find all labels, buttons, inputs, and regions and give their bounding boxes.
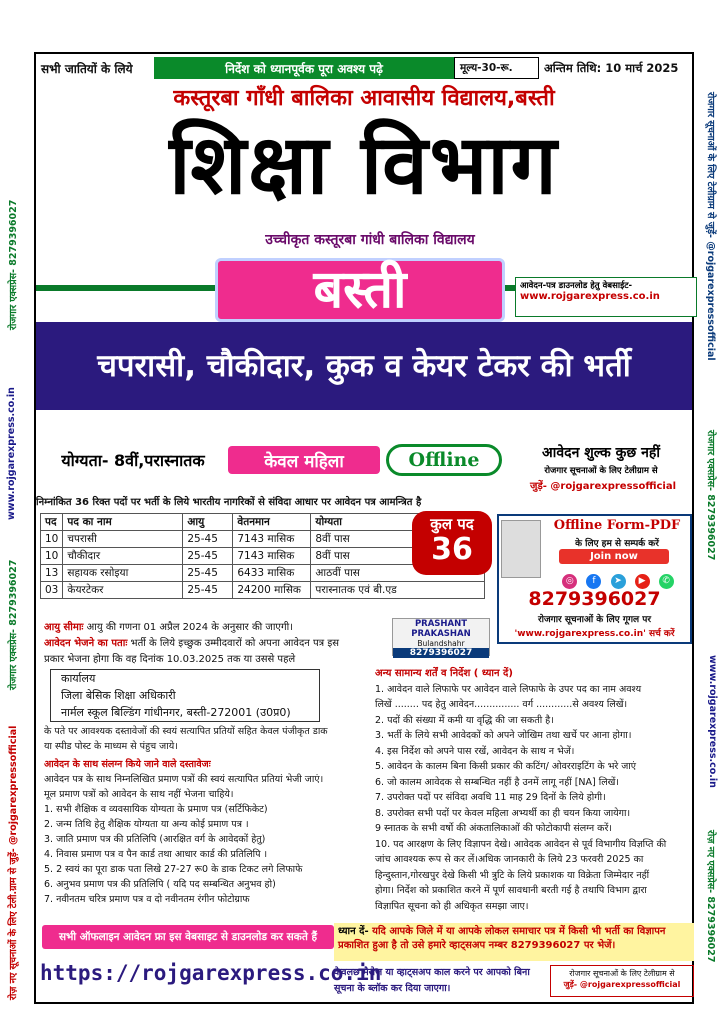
cell: 25-45	[183, 531, 233, 548]
publisher-phone: 8279396027	[393, 648, 489, 658]
social-icons	[545, 568, 691, 589]
list-item: 4. निवास प्रमाण पत्र व पैन कार्ड तथा आधार कार्ड की प्रतिलिपि ।	[44, 849, 268, 860]
list-item: 6. अनुभव प्रमाण पत्र की प्रतिलिपि ( यदि पद सम्बन्धित अनुभव हो)	[44, 879, 276, 890]
list-item: 5. आवेदन के कालम बिना किसी प्रकार की कटिंग/ ओवरराइटिंग के भरे जाएं	[375, 761, 637, 772]
offline-form-note: रोजगार सूचनाओं के लिए गूगल पर	[537, 615, 652, 625]
list-item: 7. उपरोक्त पदों पर संविदा अवधि 11 माह 29 दिनों के लिये होगी।	[375, 792, 606, 803]
side-right-phone: रोजगार एक्सप्रेस- 8279396027	[705, 430, 716, 561]
table-row	[41, 582, 485, 599]
cell: 8वीं पास	[311, 548, 485, 565]
notice-text: निम्नांकित 36 रिक्त पदों पर भर्ती के लिये भारतीय नागरिकों से संविदा आधार पर आवेदन पत्र आमन्त्रित है	[36, 497, 422, 508]
attention-text: यदि आपके जिले में या आपके लोकल समाचार पत्र में किसी भी भर्ती का विज्ञापन प्रकाशित हुआ है तो उसे हमारे व्हाट्सअप नम्बर 8279396027 पर भेजें।	[338, 926, 666, 951]
cell: केयरटेकर	[63, 582, 183, 599]
cell: 8वीं पास	[311, 531, 485, 548]
posts-title-band: चपरासी, चौकीदार, कुक व केयर टेकर की भर्ती	[36, 322, 692, 410]
cell: 03	[41, 582, 63, 599]
offline-form-sub: के लिए हम से सम्पर्क करें	[575, 539, 659, 549]
publisher-logo	[392, 618, 490, 656]
list-item: 4. इस निर्देश को अपने पास रखें, आवेदन के साथ न भेजें।	[375, 745, 575, 757]
side-left-phone: रोजगार एक्सप्रेस- 8279396027	[8, 559, 19, 690]
whatsapp-icon[interactable]: ✆	[659, 574, 674, 589]
subtitle: उच्चीकृत कस्तूरबा गांधी बालिका विद्यालय	[265, 232, 475, 248]
cell: 10	[41, 531, 63, 548]
rules-block	[375, 666, 695, 914]
cell: आठवीं पास	[311, 565, 485, 582]
join-now-button[interactable]: Join now	[559, 549, 669, 564]
list-item: 10. पद आरक्षण के लिए विज्ञापन देखे। आवेदक आवेदन से पूर्व विभागीय विज्ञप्ति की	[375, 838, 667, 850]
col-qualification: योग्यता	[311, 514, 485, 531]
apply-website-link[interactable]: www.rojgarexpress.co.in	[520, 291, 660, 302]
list-item: 1. सभी शैक्षिक व व्यवसायिक योग्यता के प्रमाण पत्र (सर्टिफिकेट)	[44, 804, 268, 815]
cell: चपरासी	[63, 531, 183, 548]
list-item: 3. जाति प्रमाण पत्र की प्रतिलिपि (आरक्षित वर्ग के आवेदकों हेतु)	[44, 834, 266, 845]
col-posts: पद	[41, 514, 63, 531]
offline-badge: Offline	[386, 444, 502, 476]
form-thumbnail-icon	[501, 520, 541, 578]
telegram-icon[interactable]: ➤	[611, 574, 626, 589]
documents-intro-2: मूल प्रमाण पत्रों को आवेदन के साथ नहीं भेजना चाहिये।	[44, 789, 234, 800]
women-only-badge: केवल महिला	[228, 446, 380, 474]
list-item: 9 स्नातक के सभी वर्षो की अंकतालिकाओं की फोटोकापी संलग्न करें।	[375, 823, 612, 834]
instagram-icon[interactable]: ◎	[562, 574, 577, 589]
list-item: 5. 2 स्वयं का पूरा डाक पता लिखे 27-27 रू0 के डाक टिकट लगे लिफाफे	[44, 864, 303, 875]
cell: परास्नातक एवं बी.एड	[311, 582, 485, 599]
age-label: आयु सीमाः	[44, 622, 84, 633]
address-line-3: नार्मल स्कूल बिल्डिंग गांधीनगर, बस्ती-272001 (उ0प्र0)	[61, 706, 291, 719]
list-item: लिखें ........ पद हेतु आवेदन............... वर्ग ............से अवश्य लिखें।	[375, 699, 628, 710]
footer-website-link[interactable]: https://rojgarexpress.co.in	[40, 961, 382, 985]
address-line-1: कार्यालय	[61, 672, 96, 685]
city-badge: बस्ती	[215, 258, 505, 322]
list-item: 2. पदों की संख्या में कमी या वृद्धि की जा सकती है।	[375, 714, 554, 726]
after-address-block	[44, 724, 374, 907]
list-item: 8. उपरोक्त सभी पदों पर केवल महिला अभ्यर्थी का ही चयन किया जायेगा।	[375, 807, 631, 819]
list-item: 1. आवेदन वाले लिफाफे पर आवेदन वाले लिफाफे के उपर पद का नाम अवश्य	[375, 683, 642, 695]
address-line-2: जिला बेसिक शिक्षा अधिकारी	[61, 689, 176, 702]
offline-form-phone[interactable]: 8279396027	[528, 588, 661, 610]
fee-label: आवेदन शुल्क कुछ नहीं	[542, 444, 660, 461]
age-block	[44, 620, 374, 668]
download-banner: सभी ऑफलाइन आवेदन फ्रा इस वेबसाइट से डाउनलोड कर सकते हैं	[42, 925, 334, 949]
footer-telegram-1: रोजगार सूचनाओं के लिए टेलीग्राम से	[569, 969, 675, 978]
price-label: मूल्य-30-रू.	[454, 57, 539, 79]
footer-telegram-box	[550, 965, 694, 997]
page-title: शिक्षा विभाग	[169, 117, 559, 213]
attention-label: ध्यान दें-	[338, 926, 369, 937]
top-bar	[36, 55, 692, 81]
list-item: जांच आवश्यक रूप से कर लें।अधिक जानकारी के लिये 23 फरवरी 2025 का	[375, 854, 644, 865]
age-text: आयु की गणना 01 अप्रैल 2024 के अनुसार की जाएगी।	[86, 622, 293, 633]
address-box	[50, 669, 320, 722]
side-left-website: www.rojgarexpress.co.in	[6, 387, 17, 520]
list-item: हिन्दुस्तान,गोरखपुर देखे किसी भी त्रुटि के लिये प्रकाशक या विक्रेता जिम्मेदार नहीं	[375, 869, 650, 881]
facebook-icon[interactable]: f	[586, 574, 601, 589]
send-text-1: भर्ती के लिये इच्छुक उम्मीदवारों को अपना आवेदन पत्र इस	[130, 638, 340, 649]
after-address-2: या स्पीड पोस्ट के माध्यम से पंहुच जाये।	[44, 741, 178, 752]
cell: 24200 मासिक	[233, 582, 311, 599]
qualification-row	[36, 442, 692, 478]
offline-form-box[interactable]	[497, 514, 692, 644]
send-text-2: प्रकार भेजना होगा कि वह दिनांक 10.03.2025 तक या उससे पहले	[44, 654, 296, 665]
documents-heading: आवेदन के साथ संलग्न किये जाने वाले दस्तावेजः	[44, 759, 211, 770]
school-name: कस्तूरबा गाँधी बालिका आवासीय विद्यालय,बस्ती	[173, 86, 555, 111]
cell: 25-45	[183, 582, 233, 599]
col-salary: वेतनमान	[233, 514, 311, 531]
footer-telegram-2[interactable]: जुड़ें- @rojgarexpressofficial	[563, 980, 681, 989]
side-left-telegram: रोज़ नए सूचनाओं के लिए टेली.ग्राम से जुड़ें- @rojgarexpressofficial	[8, 725, 19, 1000]
after-address-1: के पते पर आवश्यक दस्तावेजों की स्वयं सत्यापित प्रतियों सहित केवल पंजीकृत डाक	[44, 726, 328, 737]
send-label: आवेदन भेजने का पताः	[44, 638, 128, 649]
telegram-join[interactable]: जुड़ें- @rojgarexpressofficial	[530, 481, 677, 492]
side-right-website: www.rojgarexpress.co.in	[707, 655, 718, 788]
cell: 7143 मासिक	[233, 548, 311, 565]
offline-form-title: Offline Form-PDF	[553, 518, 681, 533]
side-right-telegram: रोजगार सूचनाओं के लिए टेलीग्राम से जुड़ें- @rojgarexpressofficial	[705, 92, 716, 361]
cell: 6433 मासिक	[233, 565, 311, 582]
list-item: विज्ञापित सूचना को ही अधिकृत समझा जाए।	[375, 900, 529, 912]
publisher-name: PRASHANT PRAKASHAN	[411, 619, 471, 639]
attention-box	[334, 923, 694, 961]
documents-intro-1: आवेदन पत्र के साथ निम्नलिखित प्रमाण पत्रों की स्वयं सत्यापित प्रतियां भेजी जाएं।	[44, 774, 324, 785]
telegram-note: रोजगार सूचनाओं के लिए टेलीग्राम से	[544, 465, 658, 476]
cell: चौकीदार	[63, 548, 183, 565]
all-castes-label: सभी जातियों के लिये	[41, 61, 133, 76]
total-posts-label: कुल पद	[430, 515, 474, 533]
list-item: 2. जन्म तिथि हेतु शैक्षिक योग्यता या अन्य कोई प्रमाण पत्र ।	[44, 819, 249, 830]
cell: 7143 मासिक	[233, 531, 311, 548]
attention-footer	[330, 921, 694, 999]
apply-website-label: आवेदन-पत्र डाउनलोड हेतु वेबसाईट-	[520, 281, 633, 291]
cell: सहायक रसोइया	[63, 565, 183, 582]
instruction-banner: निर्देश को ध्यानपूर्वक पूरा अवश्य पढ़े	[154, 57, 454, 79]
list-item: 7. नवीनतम चरित्र प्रमाण पत्र व दो नवीनतम रंगीन फोटोग्राफ	[44, 894, 250, 905]
last-date-label: अन्तिम तिथि: 10 मार्च 2025	[544, 60, 679, 75]
publisher-place: Bulandshahr	[417, 639, 465, 648]
cell: 25-45	[183, 548, 233, 565]
total-posts-count: 36	[431, 532, 473, 567]
cell: 10	[41, 548, 63, 565]
cell: 25-45	[183, 565, 233, 582]
side-left-phone-top: रोजगार एक्सप्रेस- 8279396027	[8, 199, 19, 330]
list-item: 6. जो कालम आवेदक से सम्बन्धित नहीं है उनमें लागू नहीं [NA] लिखें।	[375, 776, 620, 788]
cell: 13	[41, 565, 63, 582]
total-posts-badge	[412, 511, 492, 575]
col-post-name: पद का नाम	[63, 514, 183, 531]
apply-website-box	[515, 277, 697, 317]
side-right-phone-bottom: रोज़ नए एक्सप्रेस- 8279396027	[705, 830, 716, 963]
block-warning: केवलछ मैसेज या व्हाट्सअप काल करने पर आपको बिना सूचना के ब्लॉक कर दिया जाएगा।	[334, 967, 530, 994]
col-age: आयु	[183, 514, 233, 531]
list-item: होगा। निर्देश को प्रकाशित करने में पूर्ण सावधानी बरती गई है तथापि विभाग द्वारा	[375, 885, 647, 896]
list-item: 3. भर्ती के लिये सभी आवेदकों को अपने जोखिम तथा खर्चे पर आना होगा।	[375, 730, 632, 741]
youtube-icon[interactable]: ▶	[635, 574, 650, 589]
qualification-label: योग्यता- 8वीं,परास्नातक	[61, 451, 205, 470]
offline-form-site[interactable]: 'www.rojgarexpress.co.in' सर्च करें	[514, 629, 675, 639]
rules-heading: अन्य सामान्य शर्तें व निर्देश ( ध्यान दें)	[375, 668, 513, 679]
